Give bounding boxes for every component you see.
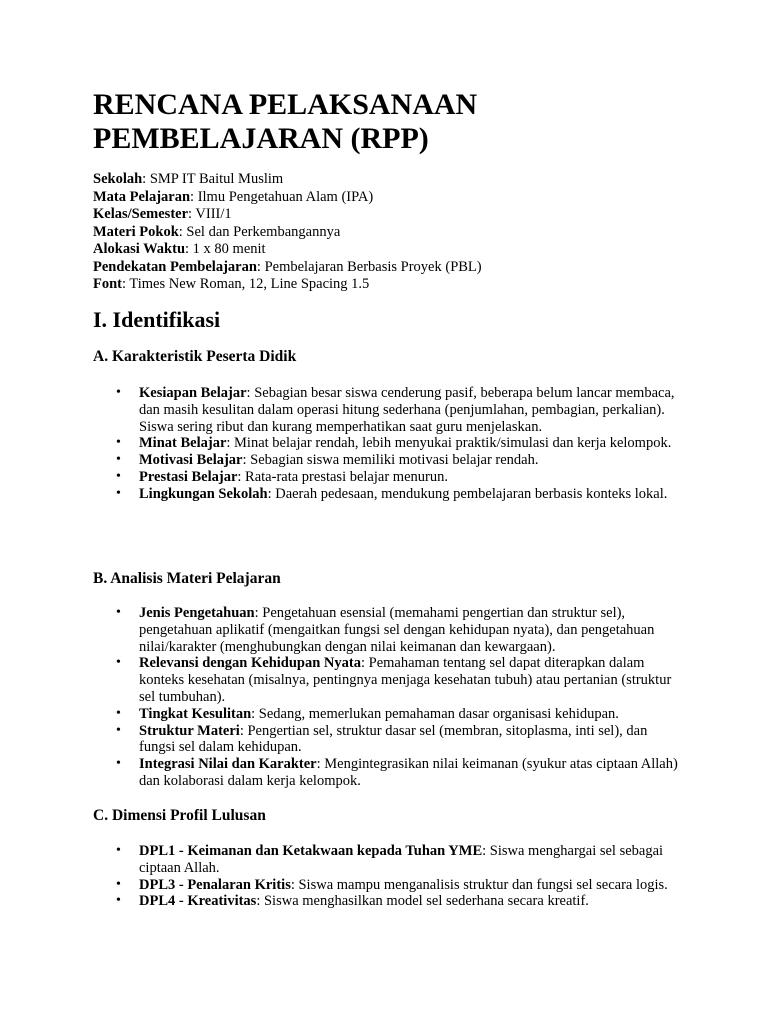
subsection-heading-b: B. Analisis Materi Pelajaran xyxy=(93,570,281,587)
item-label: Prestasi Belajar xyxy=(139,468,238,485)
meta-value: : 1 x 80 menit xyxy=(185,241,266,257)
metadata-block xyxy=(93,171,713,294)
item-text: : Mengintegrasikan nilai keimanan (syukur atas ciptaan Allah) dan kolaborasi dalam kerja kelompok. xyxy=(139,756,678,789)
meta-sekolah xyxy=(93,171,713,189)
list-item xyxy=(0,706,679,723)
meta-label: Materi Pokok xyxy=(93,223,179,240)
item-text: : Siswa menghargai sel sebagai ciptaan Allah. xyxy=(139,843,664,876)
meta-value: : Pembelajaran Berbasis Proyek (PBL) xyxy=(256,258,482,275)
item-text: : Sebagian siswa memiliki motivasi belajar rendah. xyxy=(242,452,539,469)
item-label: Lingkungan Sekolah xyxy=(139,485,268,502)
list-item xyxy=(0,756,679,790)
item-label: DPL3 - Penalaran Kritis xyxy=(139,876,291,893)
bullet-icon: • xyxy=(116,468,121,484)
list-item xyxy=(0,877,679,894)
bullet-icon: • xyxy=(116,485,121,501)
list-item xyxy=(0,452,679,469)
bullet-icon: • xyxy=(116,655,121,671)
meta-value: : SMP IT Baitul Muslim xyxy=(142,171,284,187)
subsection-heading-c: C. Dimensi Profil Lulusan xyxy=(93,807,266,824)
meta-materi-pokok xyxy=(93,224,713,242)
item-text: : Sebagian besar siswa cenderung pasif, beberapa belum lancar membaca, dan masih kesulitan dalam operasi hitung sederhana (penjumlahan, pembagian, perkalian). Siswa sering ribut dan kurang memperhatikan saat guru menjelaskan. xyxy=(139,385,675,435)
item-label: Struktur Materi xyxy=(139,722,240,739)
item-label: Tingkat Kesulitan xyxy=(139,705,252,722)
list-item xyxy=(0,655,679,705)
meta-label: Mata Pelajaran xyxy=(93,188,191,205)
item-label: Jenis Pengetahuan xyxy=(139,605,255,621)
item-text: : Siswa menghasilkan model sel sederhana secara kreatif. xyxy=(256,893,589,910)
document-title: RENCANA PELAKSANAAN PEMBELAJARAN (RPP) xyxy=(93,88,478,155)
list-item xyxy=(0,893,679,910)
item-label: DPL1 - Keimanan dan Ketakwaan kepada Tuhan YME xyxy=(139,843,483,859)
list-item xyxy=(0,469,679,486)
item-text: : Rata-rata prestasi belajar menurun. xyxy=(237,468,448,485)
bullet-icon: • xyxy=(116,756,121,772)
item-label: Kesiapan Belajar xyxy=(139,385,247,401)
bullet-icon: • xyxy=(116,843,121,858)
bullet-icon: • xyxy=(116,722,121,738)
item-text: : Minat belajar rendah, lebih menyukai praktik/simulasi dan kerja kelompok. xyxy=(226,435,672,452)
bullet-icon: • xyxy=(116,705,121,721)
item-label: Integrasi Nilai dan Karakter xyxy=(139,756,317,773)
item-text: : Pengetahuan esensial (memahami pengertian dan struktur sel), pengetahuan aplikatif (mengaitkan fungsi sel dengan kehidupan nyata), dan pengetahuan nilai/karakter (menghubungkan dengan nilai keimanan dan kewargaan). xyxy=(139,605,655,655)
meta-value: : Ilmu Pengetahuan Alam (IPA) xyxy=(190,188,374,205)
meta-label: Font xyxy=(93,276,122,292)
section-heading-identifikasi: I. Identifikasi xyxy=(93,307,221,332)
meta-kelas-semester xyxy=(93,206,713,224)
meta-mata-pelajaran xyxy=(93,189,713,207)
meta-label: Alokasi Waktu xyxy=(93,241,186,257)
list-item xyxy=(0,605,679,655)
list-karakteristik xyxy=(0,385,768,503)
list-item xyxy=(0,385,679,435)
item-label: DPL4 - Kreativitas xyxy=(139,893,257,910)
meta-label: Kelas/Semester xyxy=(93,206,189,222)
bullet-icon: • xyxy=(116,452,121,468)
item-text: : Daerah pedesaan, mendukung pembelajaran berbasis konteks lokal. xyxy=(267,485,668,502)
meta-label: Pendekatan Pembelajaran xyxy=(93,258,257,275)
meta-value: : Sel dan Perkembangannya xyxy=(178,223,341,240)
list-analisis-materi xyxy=(0,605,768,790)
meta-value: : VIII/1 xyxy=(188,206,232,222)
list-dimensi-profil xyxy=(0,843,768,910)
item-text: : Siswa mampu menganalisis struktur dan fungsi sel secara logis. xyxy=(290,876,668,893)
meta-value: : Times New Roman, 12, Line Spacing 1.5 xyxy=(122,276,370,292)
item-text: : Sedang, memerlukan pemahaman dasar organisasi kehidupan. xyxy=(251,705,619,722)
list-item xyxy=(0,435,679,452)
meta-font xyxy=(93,276,713,294)
item-text: : Pengertian sel, struktur dasar sel (membran, sitoplasma, inti sel), dan fungsi sel dalam kehidupan. xyxy=(139,722,648,756)
list-item xyxy=(0,723,679,757)
bullet-icon: • xyxy=(116,605,121,620)
meta-alokasi-waktu xyxy=(93,241,713,259)
list-item xyxy=(0,843,679,877)
bullet-icon: • xyxy=(116,385,121,400)
bullet-icon: • xyxy=(116,893,121,909)
list-item xyxy=(0,486,679,503)
subsection-heading-a: A. Karakteristik Peserta Didik xyxy=(93,348,297,365)
bullet-icon: • xyxy=(116,435,121,451)
bullet-icon: • xyxy=(116,876,121,892)
item-label: Motivasi Belajar xyxy=(139,452,243,469)
item-label: Minat Belajar xyxy=(139,435,227,452)
meta-label: Sekolah xyxy=(93,171,143,187)
item-label: Relevansi dengan Kehidupan Nyata xyxy=(139,655,361,672)
meta-pendekatan xyxy=(93,259,713,277)
item-text: : Pemahaman tentang sel dapat diterapkan dalam konteks kesehatan (misalnya, pentingnya menjaga kesehatan tubuh) atau pertanian (struktur sel tumbuhan). xyxy=(139,655,672,705)
